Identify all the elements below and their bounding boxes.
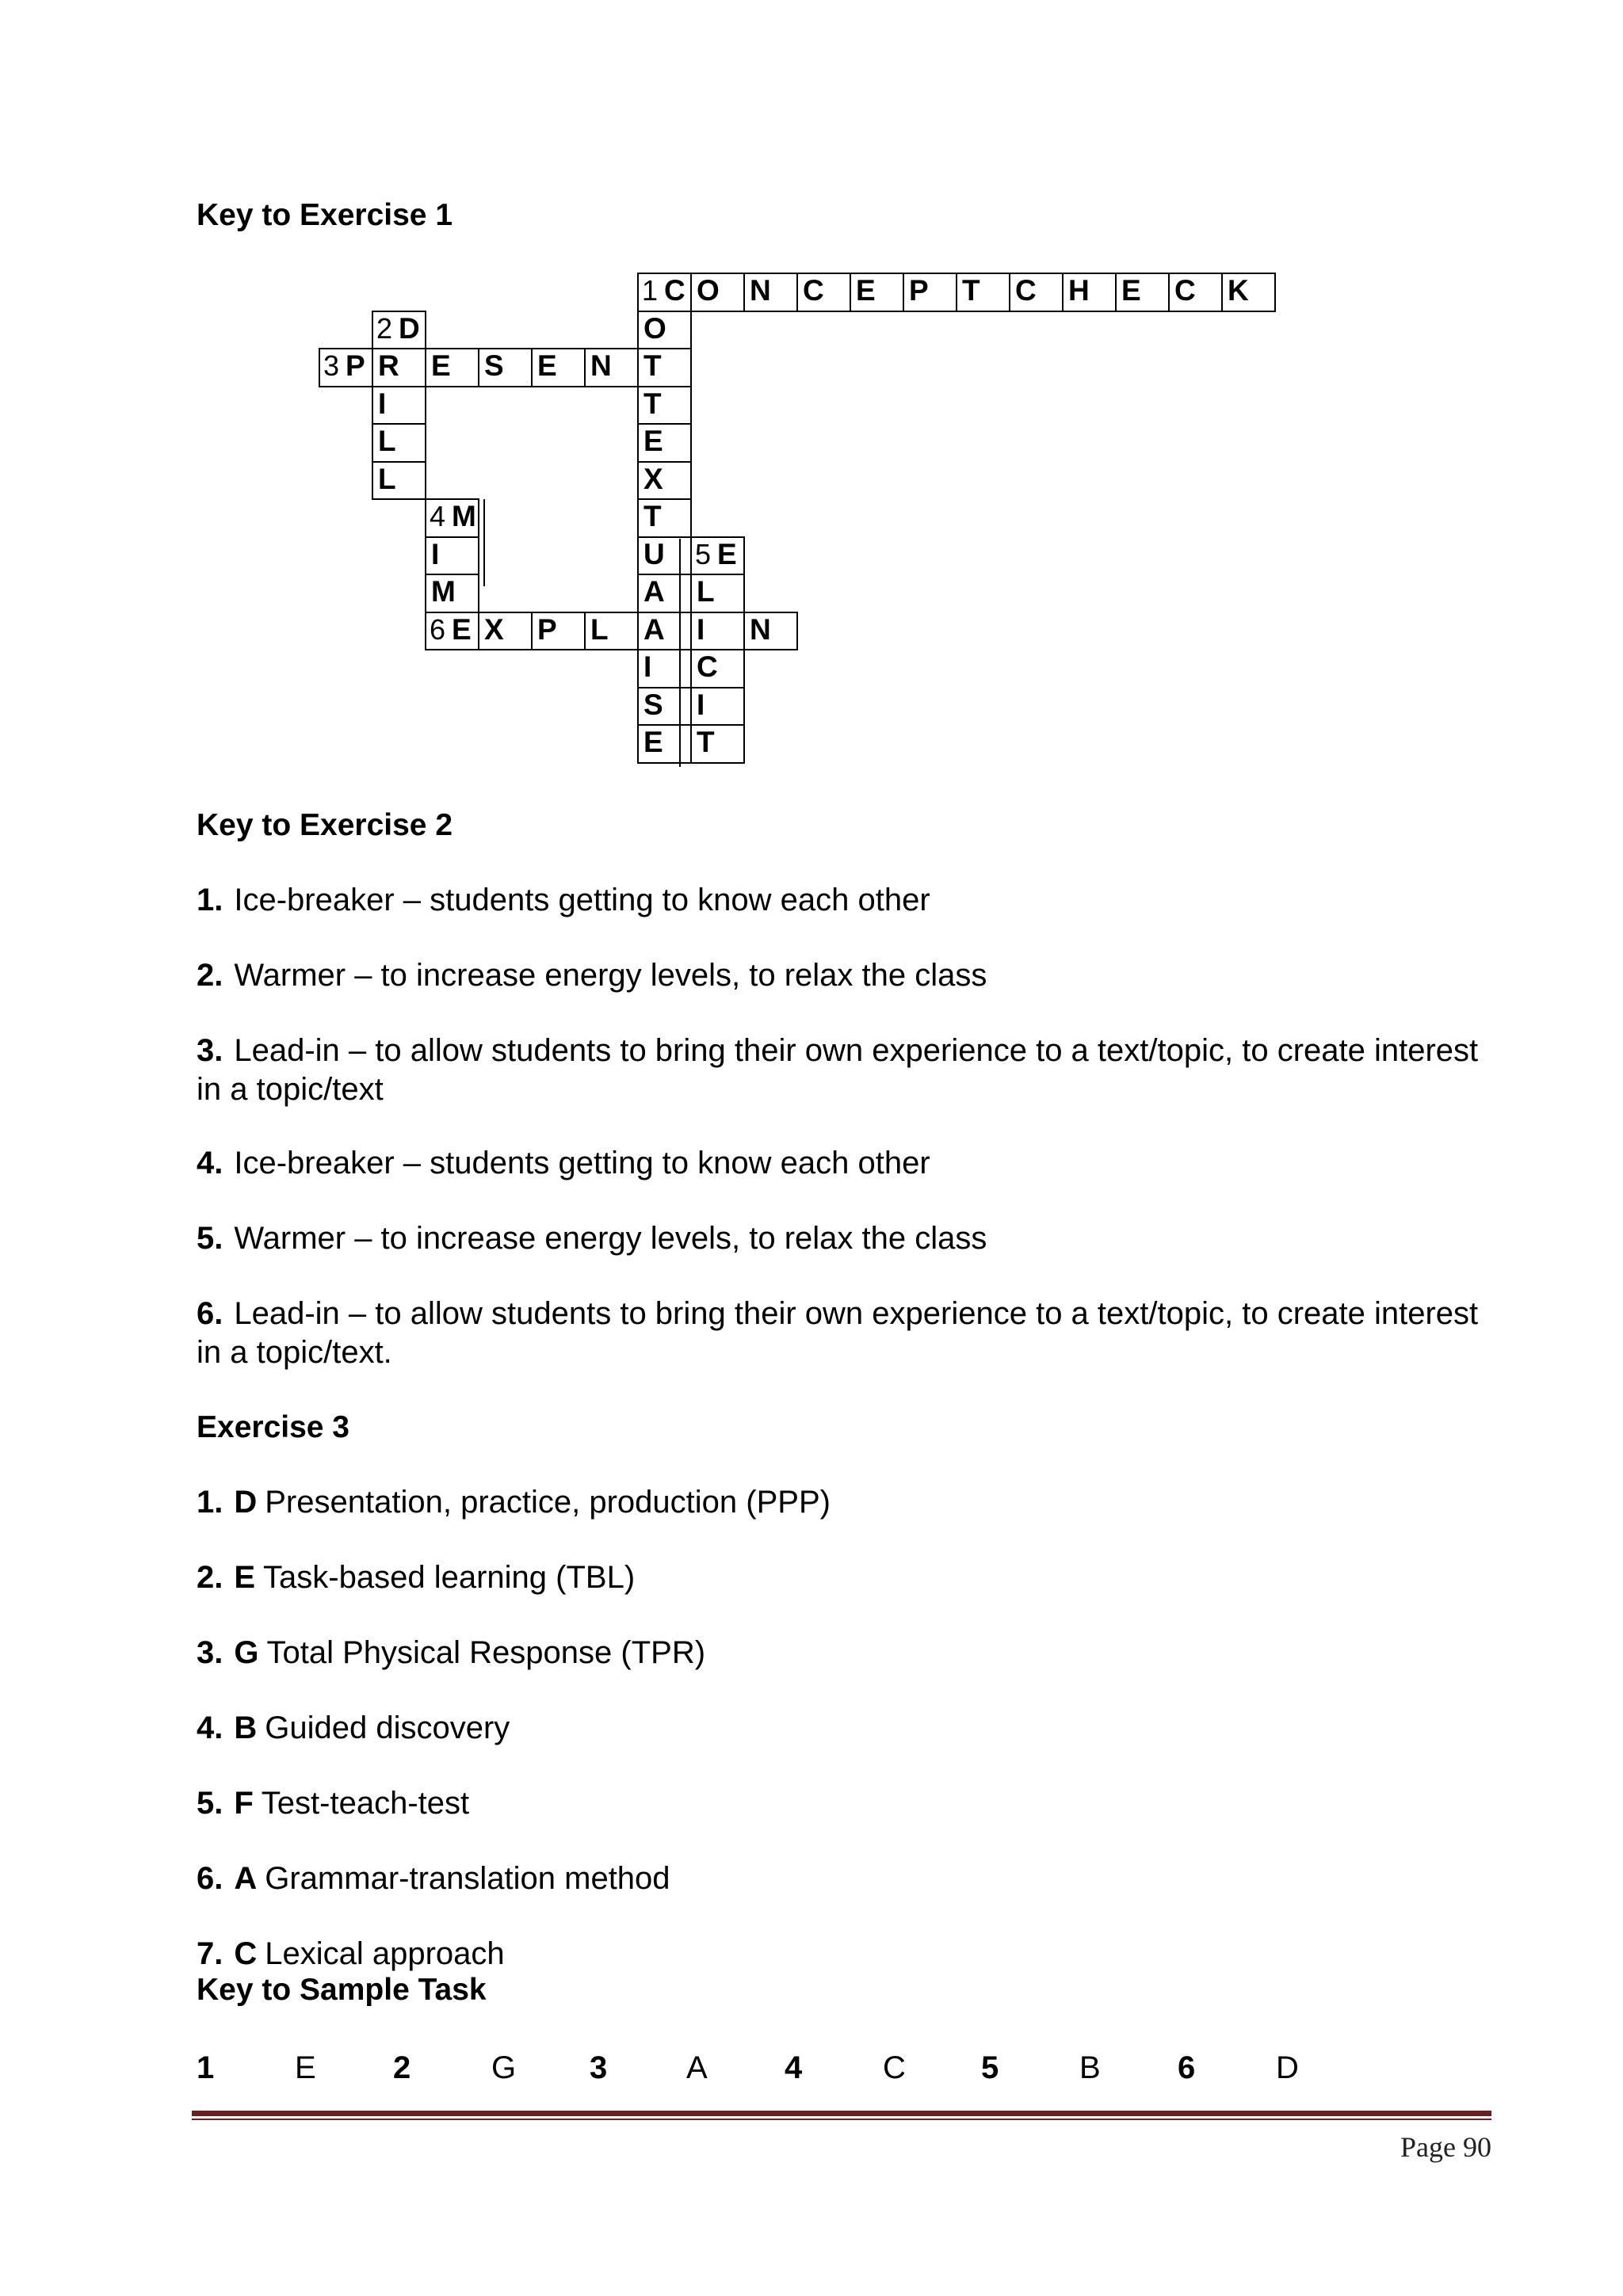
crossword-letter: I: [697, 688, 705, 721]
grid-rule-line: [483, 499, 485, 586]
item-text: Warmer – to increase energy levels, to relax the class: [234, 1221, 987, 1256]
item-number: 6.: [197, 1296, 223, 1331]
crossword-letter: C: [697, 650, 718, 683]
crossword-letter: T: [643, 387, 662, 420]
item-number: 3.: [197, 1033, 223, 1068]
item-text: Test-teach-test: [261, 1786, 470, 1821]
crossword-cell: [743, 612, 798, 651]
sample-number: 5: [981, 2050, 999, 2085]
crossword-cell: [956, 273, 1010, 312]
sample-letter: A: [686, 2050, 708, 2085]
crossword-cell: [372, 423, 426, 463]
crossword-cell: [372, 461, 426, 501]
crossword-grid: [0, 0, 1623, 792]
crossword-letter: E: [452, 612, 472, 646]
crossword-cell: [478, 348, 533, 387]
crossword-letter: M: [431, 575, 456, 608]
item-text: Presentation, practice, production (PPP): [265, 1485, 831, 1520]
item-number: 4.: [197, 1146, 223, 1180]
crossword-cell: [1168, 273, 1223, 312]
ex2-item: [197, 1032, 1496, 1109]
crossword-cell: [531, 348, 586, 387]
crossword-letter: E: [643, 726, 663, 758]
ex3-heading: Exercise 3: [197, 1410, 350, 1444]
item-number: 1.: [197, 883, 223, 917]
sample-number: 6: [1178, 2050, 1196, 2085]
footer-rule-thin: [192, 2119, 1491, 2120]
ex2-item: [197, 1219, 1496, 1258]
crossword-letter: T: [643, 500, 662, 532]
crossword-letter: U: [643, 537, 665, 570]
sample-number: 2: [393, 2050, 411, 2085]
page-number: Page 90: [1400, 2131, 1491, 2163]
crossword-cell: [637, 724, 692, 764]
crossword-letter: D: [399, 311, 420, 345]
sample-heading: Key to Sample Task: [197, 1973, 487, 2007]
ex2-item: [197, 881, 1496, 920]
crossword-letter: M: [452, 500, 476, 532]
item-text: Ice-breaker – students getting to know each other: [234, 883, 930, 917]
crossword-letter: T: [643, 349, 662, 382]
item-letter: B: [234, 1711, 258, 1745]
ex2-item: [197, 1295, 1496, 1372]
item-letter: A: [234, 1861, 258, 1896]
crossword-letter: E: [856, 274, 876, 307]
crossword-letter: I: [431, 537, 440, 570]
item-number: 1.: [197, 1485, 223, 1520]
crossword-cell: [1221, 273, 1276, 312]
sample-letter: E: [295, 2050, 316, 2085]
item-letter: F: [234, 1786, 254, 1821]
item-number: 2.: [197, 958, 223, 993]
ex3-item: [197, 1859, 1496, 1898]
crossword-letter: P: [909, 274, 929, 307]
crossword-cell: [637, 423, 692, 463]
crossword-cell: [637, 612, 692, 651]
item-letter: E: [234, 1560, 256, 1595]
ex3-item: [197, 1784, 1496, 1823]
footer-rule-thick: [192, 2111, 1491, 2116]
ex3-item: [197, 1483, 1496, 1522]
crossword-cell: [690, 273, 745, 312]
crossword-cell: [372, 348, 426, 387]
crossword-letter: X: [484, 612, 504, 646]
ex3-item: [197, 1709, 1496, 1748]
item-letter: G: [234, 1635, 259, 1670]
crossword-letter: E: [431, 349, 451, 382]
crossword-cell: [425, 612, 479, 651]
crossword-cell: [372, 386, 426, 425]
crossword-cell: [903, 273, 957, 312]
crossword-letter: T: [697, 726, 715, 758]
crossword-letter: H: [1068, 274, 1090, 307]
crossword-letter: E: [643, 425, 663, 457]
crossword-cell: [637, 386, 692, 425]
sample-letter: C: [883, 2050, 906, 2085]
crossword-letter: L: [378, 425, 396, 457]
sample-number: 3: [590, 2050, 608, 2085]
crossword-cell: [637, 311, 692, 350]
crossword-letter: A: [643, 612, 665, 646]
clue-number: 6: [430, 612, 446, 646]
crossword-cell: [637, 461, 692, 501]
item-text: Lexical approach: [265, 1936, 505, 1971]
crossword-letter: E: [537, 349, 557, 382]
ex2-heading: Key to Exercise 2: [197, 808, 453, 842]
crossword-letter: L: [697, 575, 715, 608]
crossword-cell: [584, 348, 639, 387]
sample-number: 4: [785, 2050, 803, 2085]
crossword-letter: I: [697, 612, 705, 646]
crossword-cell: [690, 724, 745, 764]
crossword-letter: O: [643, 311, 666, 345]
clue-number: 4: [430, 500, 446, 532]
crossword-cell: [1062, 273, 1117, 312]
crossword-letter: E: [717, 537, 737, 570]
crossword-letter: C: [1174, 274, 1196, 307]
crossword-cell: [850, 273, 904, 312]
item-text: Guided discovery: [265, 1711, 510, 1745]
crossword-cell: [425, 536, 479, 576]
crossword-letter: I: [378, 387, 387, 420]
crossword-letter: I: [643, 650, 652, 683]
crossword-letter: C: [803, 274, 824, 307]
crossword-cell: [425, 574, 479, 613]
crossword-letter: C: [1015, 274, 1037, 307]
item-letter: C: [234, 1936, 258, 1971]
ex1-heading: Key to Exercise 1: [197, 198, 453, 232]
crossword-cell: [637, 273, 692, 312]
crossword-letter: O: [697, 274, 720, 307]
crossword-cell: [690, 649, 745, 688]
crossword-cell: [637, 348, 692, 387]
crossword-cell: [743, 273, 798, 312]
crossword-cell: [637, 536, 692, 576]
crossword-letter: P: [537, 612, 557, 646]
crossword-cell: [425, 498, 479, 538]
crossword-letter: S: [484, 349, 504, 382]
crossword-letter: E: [1121, 274, 1141, 307]
crossword-cell: [584, 612, 639, 651]
item-number: 2.: [197, 1560, 223, 1595]
crossword-letter: P: [346, 349, 365, 382]
crossword-letter: N: [590, 349, 612, 382]
ex3-item: [197, 1935, 1496, 1974]
crossword-cell: [690, 536, 745, 576]
item-text: Warmer – to increase energy levels, to relax the class: [234, 958, 987, 993]
ex2-item: [197, 1144, 1496, 1183]
crossword-letter: N: [750, 612, 771, 646]
sample-letter: D: [1276, 2050, 1299, 2085]
clue-number: 1: [642, 274, 659, 307]
item-number: 5.: [197, 1786, 223, 1821]
crossword-cell: [1115, 273, 1170, 312]
clue-number: 5: [695, 537, 712, 570]
ex2-item: [197, 956, 1496, 995]
crossword-cell: [637, 574, 692, 613]
crossword-cell: [690, 612, 745, 651]
crossword-cell: [690, 574, 745, 613]
crossword-letter: L: [378, 462, 396, 495]
item-number: 7.: [197, 1936, 223, 1971]
crossword-letter: C: [664, 274, 685, 307]
crossword-cell: [1009, 273, 1064, 312]
crossword-cell: [637, 687, 692, 727]
sample-number: 1: [197, 2050, 215, 2085]
item-text: Task-based learning (TBL): [263, 1560, 636, 1595]
crossword-cell: [531, 612, 586, 651]
item-number: 6.: [197, 1861, 223, 1896]
crossword-letter: N: [750, 274, 771, 307]
crossword-cell: [637, 649, 692, 688]
crossword-cell: [690, 687, 745, 727]
item-text: Lead-in – to allow students to bring their own experience to a text/topic, to create interest in a topic/text: [197, 1033, 1479, 1107]
crossword-cell: [637, 498, 692, 538]
item-letter: D: [234, 1485, 258, 1520]
crossword-cell: [372, 311, 426, 350]
crossword-cell: [425, 348, 479, 387]
crossword-letter: R: [378, 349, 399, 382]
crossword-letter: T: [962, 274, 980, 307]
item-text: Lead-in – to allow students to bring their own experience to a text/topic, to create interest in a topic/text.: [197, 1296, 1479, 1370]
crossword-cell: [319, 348, 373, 387]
crossword-cell: [478, 612, 533, 651]
item-text: Grammar-translation method: [265, 1861, 670, 1896]
ex3-item: [197, 1558, 1496, 1597]
crossword-letter: L: [590, 612, 609, 646]
item-number: 4.: [197, 1711, 223, 1745]
crossword-letter: K: [1228, 274, 1249, 307]
crossword-letter: X: [643, 462, 663, 495]
item-number: 5.: [197, 1221, 223, 1256]
item-number: 3.: [197, 1635, 223, 1670]
ex3-item: [197, 1634, 1496, 1672]
clue-number: 3: [323, 349, 340, 382]
item-text: Total Physical Response (TPR): [266, 1635, 706, 1670]
grid-rule-line: [679, 539, 681, 767]
clue-number: 2: [376, 311, 393, 345]
crossword-letter: A: [643, 575, 665, 608]
sample-letter: G: [491, 2050, 517, 2085]
sample-letter: B: [1079, 2050, 1101, 2085]
crossword-letter: S: [643, 688, 663, 721]
item-text: Ice-breaker – students getting to know each other: [234, 1146, 930, 1180]
crossword-cell: [796, 273, 851, 312]
